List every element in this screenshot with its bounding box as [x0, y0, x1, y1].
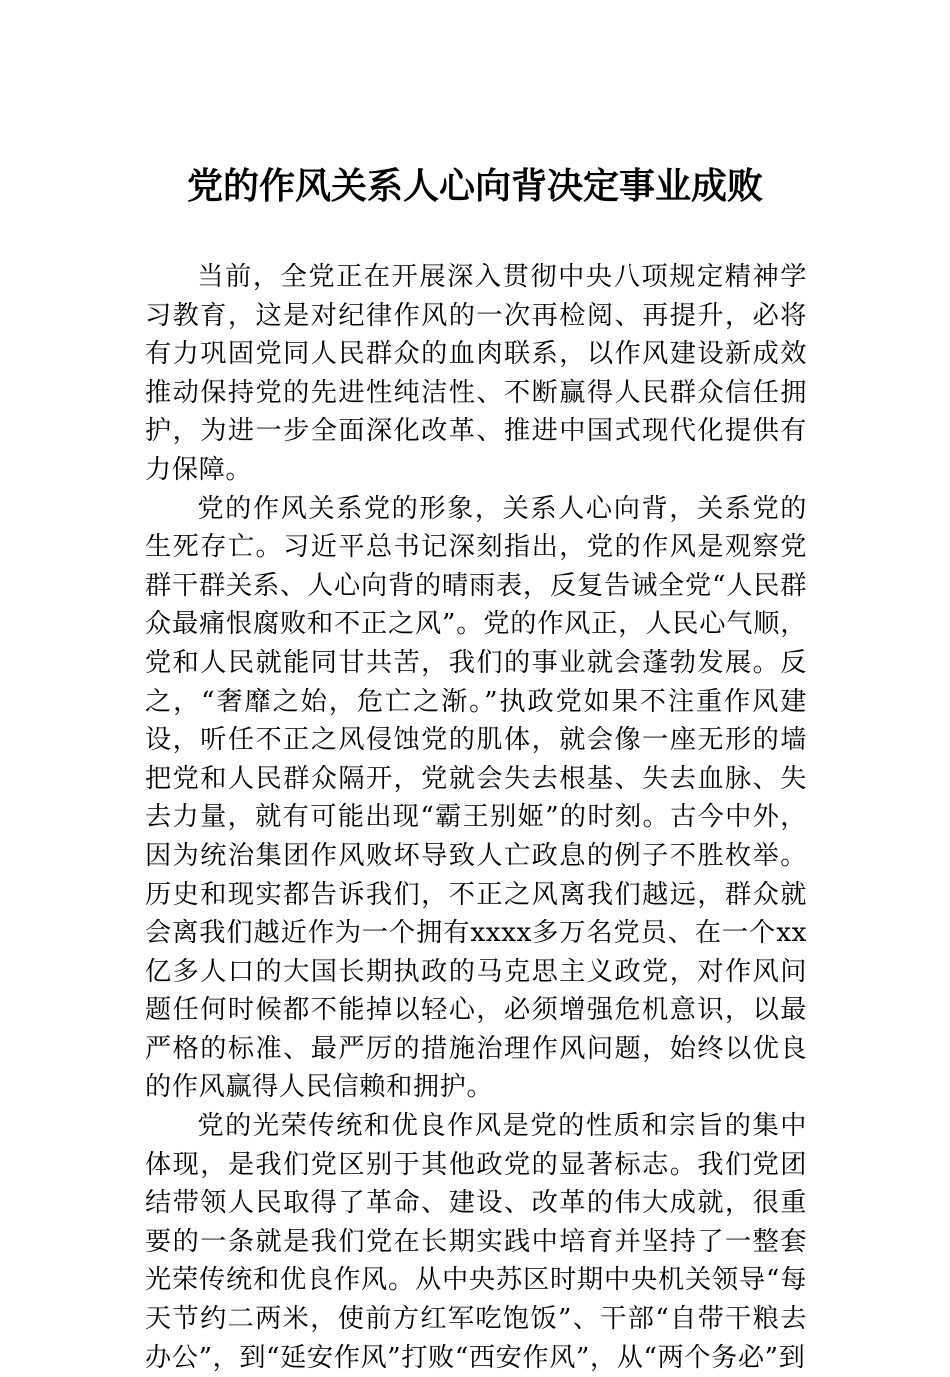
- paragraph-2: 党的作风关系党的形象，关系人心向背，关系党的生死存亡。习近平总书记深刻指出，党的作风是观察党群干群关系、人心向背的晴雨表，反复告诫全党“人民群众最痛恨腐败和不正之风”。党的作风正，人民心气顺，党和人民就能同甘共苦，我们的事业就会蓬勃发展。反之，“奢靡之始，危亡之渐。”执政党如果不注重作风建设，听任不正之风侵蚀党的肌体，就会像一座无形的墙把党和人民群众隔开，党就会失去根基、失去血脉、失去力量，就有可能出现“霸王别姬”的时刻。古今中外，因为统治集团作风败坏导致人亡政息的例子不胜枚举。历史和现实都告诉我们，不正之风离我们越远，群众就会离我们越近作为一个拥有xxxx多万名党员、在一个xx亿多人口的大国长期执政的马克思主义政党，对作风问题任何时候都不能掉以轻心，必须增强危机意识，以最严格的标准、最严厉的措施治理作风问题，始终以优良的作风赢得人民信赖和拥护。: [145, 493, 807, 1103]
- document-title: 党的作风关系人心向背决定事业成败: [186, 165, 763, 207]
- document-body: [145, 258, 807, 1377]
- paragraph-1: 当前，全党正在开展深入贯彻中央八项规定精神学习教育，这是对纪律作风的一次再检阅、再提升，必将有力巩固党同人民群众的血肉联系，以作风建设新成效推动保持党的先进性纯洁性、不断赢得人民群众信任拥护，为进一步全面深化改革、推进中国式现代化提供有力保障。: [145, 262, 807, 485]
- paragraph-3: 党的光荣传统和优良作风是党的性质和宗旨的集中体现，是我们党区别于其他政党的显著标志。我们党团结带领人民取得了革命、建设、改革的伟大成就，很重要的一条就是我们党在长期实践中培育并坚持了一整套光荣传统和优良作风。从中央苏区时期中央机关领导“每天节约二两米，使前方红军吃饱饭”、干部“自带干粮去办公”，到“延安作风”打败“西安作风”，从“两个务必”到: [145, 1111, 807, 1373]
